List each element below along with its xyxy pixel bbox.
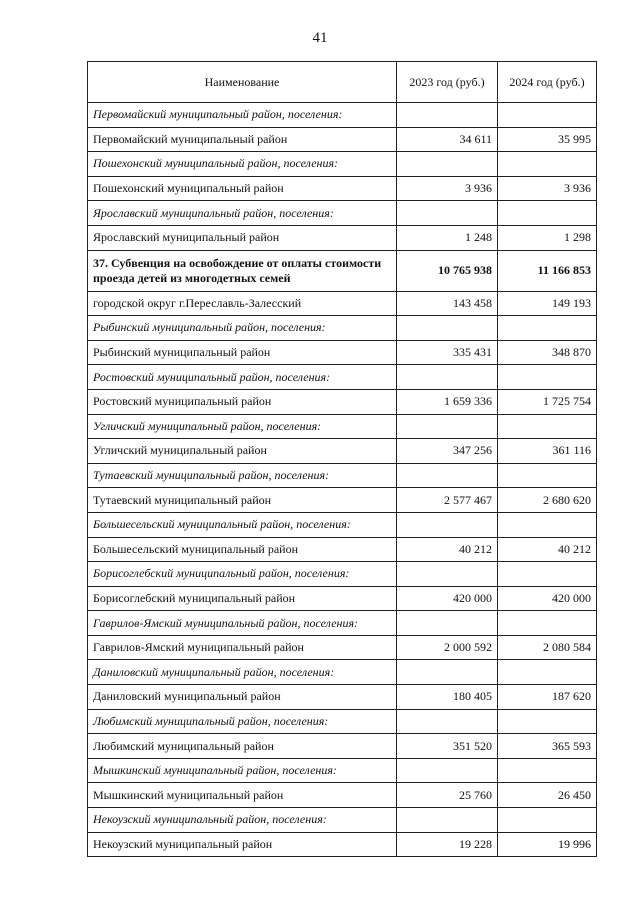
table-row bbox=[88, 463, 597, 488]
row-value-2024-cell: 3 936 bbox=[498, 176, 597, 201]
row-name-cell: Большесельский муниципальный район, поселения: bbox=[88, 512, 397, 537]
table-row bbox=[88, 316, 597, 341]
row-value-2023-cell bbox=[397, 562, 498, 587]
row-value-2023-cell bbox=[397, 512, 498, 537]
row-value-2024-cell bbox=[498, 152, 597, 177]
row-value-2023-cell: 335 431 bbox=[397, 340, 498, 365]
row-value-2023-cell: 3 936 bbox=[397, 176, 498, 201]
table-row bbox=[88, 660, 597, 685]
row-value-2023-cell: 143 458 bbox=[397, 291, 498, 316]
table-row bbox=[88, 685, 597, 710]
row-value-2024-cell bbox=[498, 316, 597, 341]
row-name-cell: Мышкинский муниципальный район bbox=[88, 783, 397, 808]
row-value-2023-cell: 2 000 592 bbox=[397, 635, 498, 660]
row-name-cell: 37. Субвенция на освобождение от оплаты стоимости проезда детей из многодетных семей bbox=[88, 250, 397, 291]
row-name-cell: Даниловский муниципальный район bbox=[88, 685, 397, 710]
row-name-cell: Пошехонский муниципальный район bbox=[88, 176, 397, 201]
row-value-2023-cell bbox=[397, 463, 498, 488]
row-value-2024-cell: 2 680 620 bbox=[498, 488, 597, 513]
table-row bbox=[88, 340, 597, 365]
table-row bbox=[88, 225, 597, 250]
table-row bbox=[88, 562, 597, 587]
row-value-2024-cell bbox=[498, 758, 597, 783]
row-value-2023-cell: 180 405 bbox=[397, 685, 498, 710]
row-value-2023-cell bbox=[397, 103, 498, 128]
table-row bbox=[88, 611, 597, 636]
row-value-2024-cell bbox=[498, 103, 597, 128]
table-row bbox=[88, 176, 597, 201]
row-value-2024-cell: 11 166 853 bbox=[498, 250, 597, 291]
row-name-cell: Ростовский муниципальный район, поселения: bbox=[88, 365, 397, 390]
row-name-cell: Ярославский муниципальный район, поселения: bbox=[88, 201, 397, 226]
table-row bbox=[88, 709, 597, 734]
table-row bbox=[88, 808, 597, 833]
row-name-cell: Ростовский муниципальный район bbox=[88, 389, 397, 414]
row-value-2024-cell bbox=[498, 709, 597, 734]
row-value-2024-cell: 1 298 bbox=[498, 225, 597, 250]
page-number: 41 bbox=[312, 30, 328, 46]
row-value-2024-cell: 40 212 bbox=[498, 537, 597, 562]
table-row bbox=[88, 152, 597, 177]
table-row bbox=[88, 291, 597, 316]
row-name-cell: Первомайский муниципальный район bbox=[88, 127, 397, 152]
table-row bbox=[88, 734, 597, 759]
row-value-2023-cell bbox=[397, 414, 498, 439]
row-value-2024-cell: 35 995 bbox=[498, 127, 597, 152]
table-row bbox=[88, 201, 597, 226]
row-value-2024-cell bbox=[498, 562, 597, 587]
row-value-2024-cell bbox=[498, 201, 597, 226]
row-value-2023-cell: 347 256 bbox=[397, 439, 498, 464]
row-value-2024-cell: 420 000 bbox=[498, 586, 597, 611]
row-value-2023-cell bbox=[397, 365, 498, 390]
row-value-2024-cell: 365 593 bbox=[498, 734, 597, 759]
table-row bbox=[88, 832, 597, 857]
table-body bbox=[88, 103, 597, 857]
column-header-2023: 2023 год (руб.) bbox=[397, 62, 498, 103]
column-header-name: Наименование bbox=[88, 62, 397, 103]
row-name-cell: Тутаевский муниципальный район, поселения: bbox=[88, 463, 397, 488]
row-name-cell: Гаврилов-Ямский муниципальный район bbox=[88, 635, 397, 660]
row-value-2023-cell bbox=[397, 709, 498, 734]
row-value-2024-cell bbox=[498, 611, 597, 636]
row-name-cell: Любимский муниципальный район, поселения: bbox=[88, 709, 397, 734]
table-row bbox=[88, 127, 597, 152]
row-value-2023-cell: 2 577 467 bbox=[397, 488, 498, 513]
row-value-2024-cell bbox=[498, 365, 597, 390]
row-value-2023-cell bbox=[397, 758, 498, 783]
table-row bbox=[88, 389, 597, 414]
row-name-cell: Большесельский муниципальный район bbox=[88, 537, 397, 562]
row-name-cell: Борисоглебский муниципальный район, поселения: bbox=[88, 562, 397, 587]
table-row bbox=[88, 512, 597, 537]
row-name-cell: Некоузский муниципальный район, поселения: bbox=[88, 808, 397, 833]
row-value-2023-cell: 10 765 938 bbox=[397, 250, 498, 291]
row-value-2023-cell: 351 520 bbox=[397, 734, 498, 759]
row-name-cell: Ярославский муниципальный район bbox=[88, 225, 397, 250]
row-name-cell: Некоузский муниципальный район bbox=[88, 832, 397, 857]
row-value-2023-cell: 25 760 bbox=[397, 783, 498, 808]
row-value-2023-cell bbox=[397, 201, 498, 226]
row-value-2024-cell: 19 996 bbox=[498, 832, 597, 857]
table-row bbox=[88, 586, 597, 611]
row-name-cell: Рыбинский муниципальный район, поселения: bbox=[88, 316, 397, 341]
table-row bbox=[88, 488, 597, 513]
table-row bbox=[88, 758, 597, 783]
table-row bbox=[88, 103, 597, 128]
table-row bbox=[88, 250, 597, 291]
row-value-2023-cell: 420 000 bbox=[397, 586, 498, 611]
column-header-2024: 2024 год (руб.) bbox=[498, 62, 597, 103]
row-name-cell: Угличский муниципальный район bbox=[88, 439, 397, 464]
row-value-2023-cell: 1 659 336 bbox=[397, 389, 498, 414]
row-value-2023-cell: 34 611 bbox=[397, 127, 498, 152]
row-name-cell: Пошехонский муниципальный район, поселения: bbox=[88, 152, 397, 177]
budget-table bbox=[87, 61, 597, 857]
table-header-row bbox=[88, 62, 597, 103]
table-row bbox=[88, 414, 597, 439]
table-row bbox=[88, 439, 597, 464]
row-name-cell: Рыбинский муниципальный район bbox=[88, 340, 397, 365]
table-row bbox=[88, 635, 597, 660]
row-name-cell: городской округ г.Переславль-Залесский bbox=[88, 291, 397, 316]
row-value-2023-cell bbox=[397, 316, 498, 341]
row-value-2023-cell bbox=[397, 152, 498, 177]
row-name-cell: Даниловский муниципальный район, поселения: bbox=[88, 660, 397, 685]
row-value-2024-cell bbox=[498, 808, 597, 833]
row-value-2024-cell: 26 450 bbox=[498, 783, 597, 808]
row-name-cell: Борисоглебский муниципальный район bbox=[88, 586, 397, 611]
row-name-cell: Угличский муниципальный район, поселения: bbox=[88, 414, 397, 439]
row-value-2024-cell: 187 620 bbox=[498, 685, 597, 710]
row-value-2023-cell bbox=[397, 660, 498, 685]
row-name-cell: Тутаевский муниципальный район bbox=[88, 488, 397, 513]
row-value-2024-cell: 1 725 754 bbox=[498, 389, 597, 414]
row-value-2024-cell bbox=[498, 414, 597, 439]
table-row bbox=[88, 537, 597, 562]
row-value-2023-cell: 40 212 bbox=[397, 537, 498, 562]
table-row bbox=[88, 783, 597, 808]
row-value-2024-cell bbox=[498, 463, 597, 488]
row-name-cell: Гаврилов-Ямский муниципальный район, поселения: bbox=[88, 611, 397, 636]
table-row bbox=[88, 365, 597, 390]
row-value-2024-cell bbox=[498, 512, 597, 537]
row-value-2023-cell: 19 228 bbox=[397, 832, 498, 857]
row-name-cell: Мышкинский муниципальный район, поселения: bbox=[88, 758, 397, 783]
row-name-cell: Любимский муниципальный район bbox=[88, 734, 397, 759]
row-name-cell: Первомайский муниципальный район, поселения: bbox=[88, 103, 397, 128]
row-value-2024-cell bbox=[498, 660, 597, 685]
row-value-2023-cell bbox=[397, 611, 498, 636]
row-value-2024-cell: 348 870 bbox=[498, 340, 597, 365]
row-value-2023-cell: 1 248 bbox=[397, 225, 498, 250]
row-value-2024-cell: 149 193 bbox=[498, 291, 597, 316]
row-value-2023-cell bbox=[397, 808, 498, 833]
row-value-2024-cell: 361 116 bbox=[498, 439, 597, 464]
row-value-2024-cell: 2 080 584 bbox=[498, 635, 597, 660]
